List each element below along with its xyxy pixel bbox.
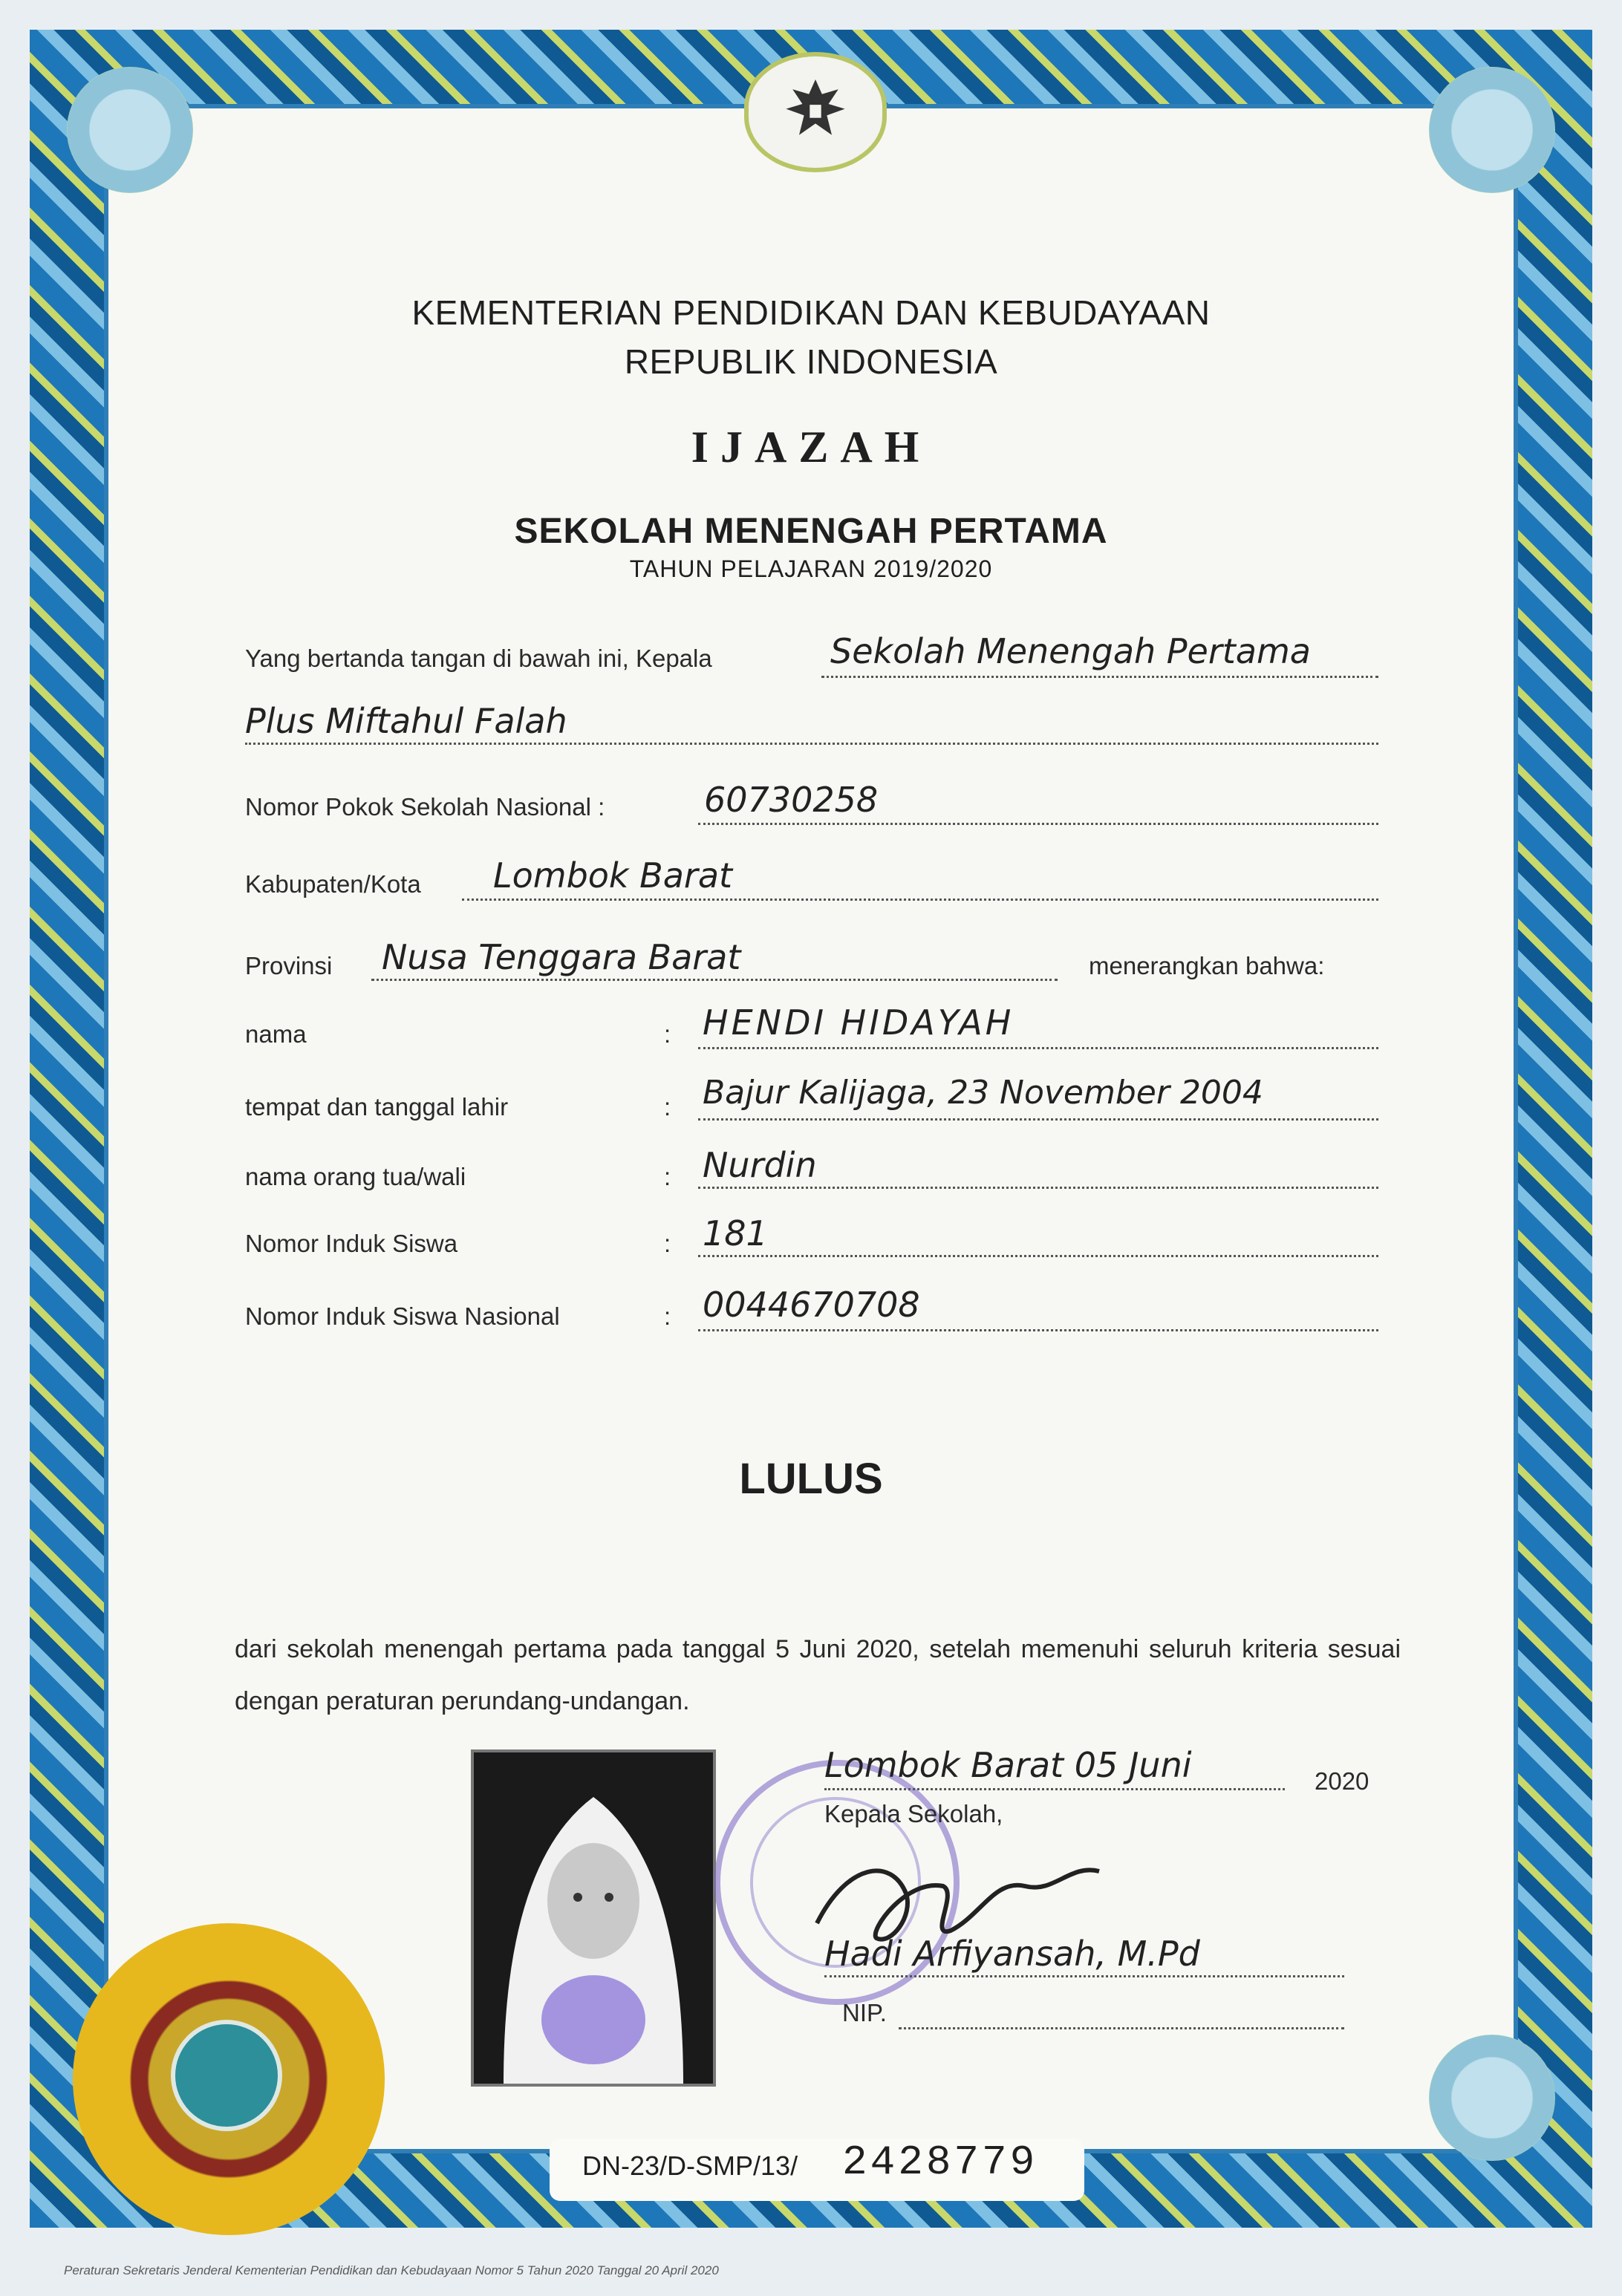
colon: : — [664, 1020, 671, 1048]
student-name-value: HENDI HIDAYAH — [703, 1002, 1014, 1043]
dotted-line — [371, 979, 1058, 981]
student-name-label: nama — [245, 1020, 307, 1048]
regency-label: Kabupaten/Kota — [245, 870, 421, 898]
graduation-result: LULUS — [739, 1455, 883, 1503]
school-name-line-1: Sekolah Menengah Pertama — [830, 631, 1311, 671]
dotted-line — [698, 1187, 1378, 1189]
colon: : — [664, 1230, 671, 1257]
dotted-line — [698, 1047, 1378, 1049]
dotted-line — [824, 1788, 1285, 1790]
serial-prefix: DN-23/D-SMP/13/ — [582, 2150, 798, 2181]
ministry-heading — [0, 288, 1622, 386]
signer-role: Kepala Sekolah, — [824, 1800, 1003, 1827]
corner-ornament-top-left — [67, 67, 193, 193]
nisn-value: 0044670708 — [703, 1285, 920, 1325]
dotted-line — [698, 1118, 1378, 1121]
intro-label: Yang bertanda tangan di bawah ini, Kepala — [245, 645, 712, 672]
dotted-line — [462, 898, 1378, 901]
dotted-line — [824, 1975, 1344, 1977]
serial-number: 2428779 — [842, 2139, 1038, 2186]
school-level-heading: SEKOLAH MENENGAH PERTAMA — [514, 512, 1108, 551]
corner-ornament-top-right — [1429, 67, 1555, 193]
npsn-label: Nomor Pokok Sekolah Nasional : — [245, 793, 605, 821]
signature-place-date: Lombok Barat 05 Juni — [824, 1745, 1192, 1785]
closing-paragraph: dari sekolah menengah pertama pada tanggal 5 Juni 2020, setelah memenuhi seluruh kriteria sesuai dengan peraturan perundang-undangan. — [235, 1635, 1401, 1715]
province-label: Provinsi — [245, 952, 333, 979]
dotted-line — [821, 676, 1378, 678]
dotted-line — [698, 823, 1378, 825]
parent-label: nama orang tua/wali — [245, 1163, 466, 1190]
corner-ornament-bottom-right — [1429, 2035, 1555, 2161]
regency-value: Lombok Barat — [493, 855, 733, 896]
npsn-value: 60730258 — [704, 780, 879, 820]
ministry-line-1: KEMENTERIAN PENDIDIKAN DAN KEBUDAYAAN — [411, 293, 1211, 332]
academic-year: TAHUN PELAJARAN 2019/2020 — [629, 555, 993, 582]
dotted-line — [698, 1329, 1378, 1331]
school-name-line-2: Plus Miftahul Falah — [245, 701, 567, 741]
regulation-footnote: Peraturan Sekretaris Jenderal Kementerian Pendidikan dan Kebudayaan Nomor 5 Tahun 2020 Tanggal 20 April 2020 — [64, 2263, 719, 2277]
colon: : — [664, 1302, 671, 1330]
ministry-logo-icon — [171, 2020, 282, 2131]
signer-name: Hadi Arfiyansah, M.Pd — [824, 1934, 1200, 1974]
province-value: Nusa Tenggara Barat — [382, 937, 741, 977]
signature-year: 2020 — [1315, 1767, 1369, 1795]
colon: : — [664, 1163, 671, 1190]
student-photo — [471, 1749, 716, 2087]
colon: : — [664, 1093, 671, 1121]
dotted-line — [698, 1255, 1378, 1257]
nis-label: Nomor Induk Siswa — [245, 1230, 458, 1257]
document-title: IJAZAH — [691, 423, 931, 472]
nisn-label: Nomor Induk Siswa Nasional — [245, 1302, 560, 1330]
birth-label: tempat dan tanggal lahir — [245, 1093, 509, 1121]
parent-value: Nurdin — [703, 1145, 817, 1185]
garuda-emblem-icon — [744, 52, 887, 172]
dotted-line — [899, 2027, 1344, 2029]
dotted-line — [245, 743, 1378, 745]
nip-label: NIP. — [842, 1999, 887, 2026]
birth-value: Bajur Kalijaga, 23 November 2004 — [703, 1074, 1263, 1112]
ministry-line-2: REPUBLIK INDONESIA — [624, 342, 998, 381]
nis-value: 181 — [703, 1213, 768, 1253]
certify-label: menerangkan bahwa: — [1089, 952, 1325, 979]
